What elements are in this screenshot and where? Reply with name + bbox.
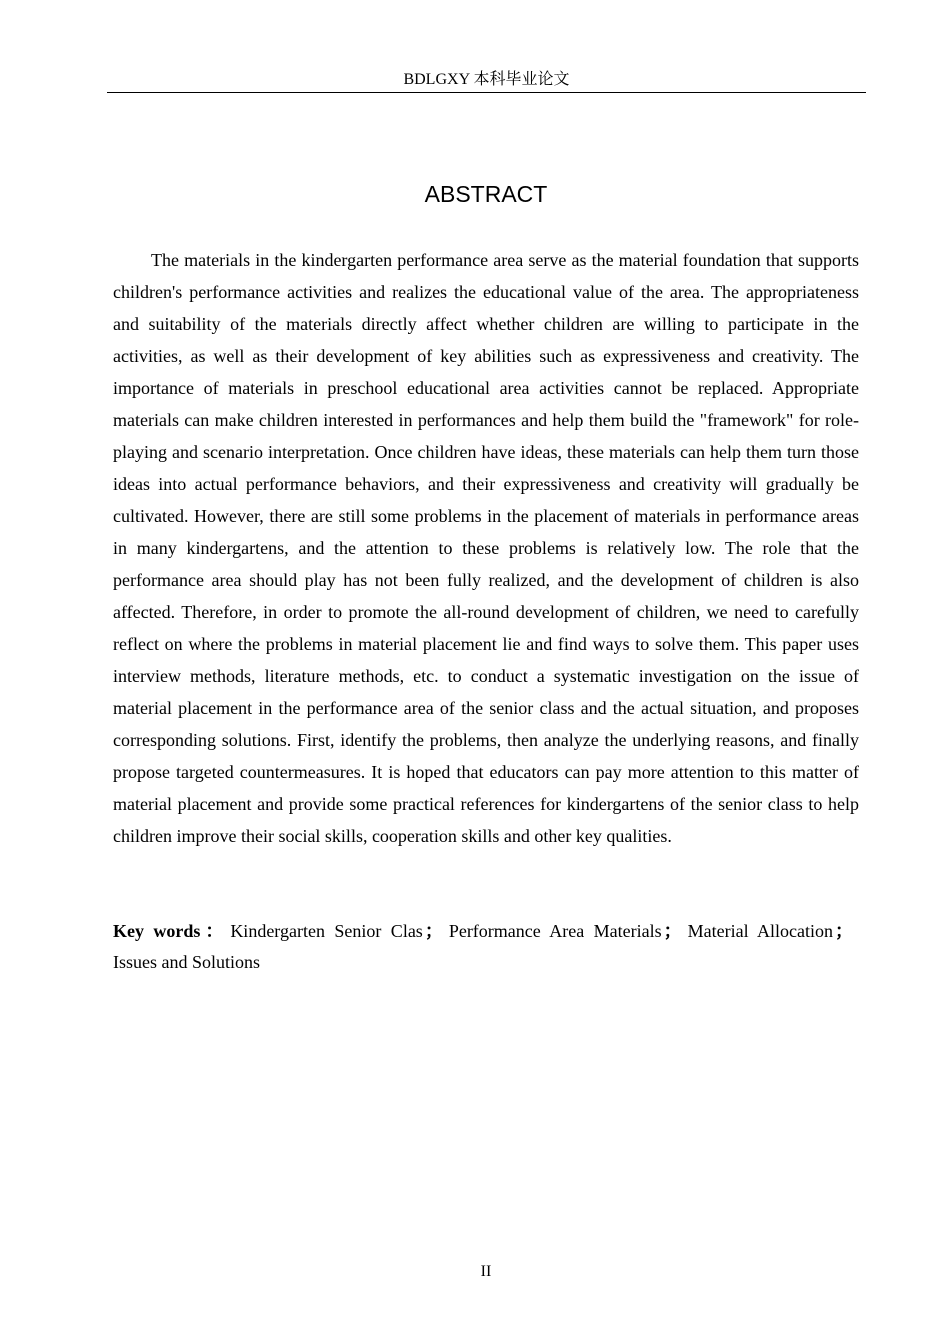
keywords-colon: ： — [200, 921, 229, 941]
keyword-separator: ； — [835, 921, 853, 941]
keyword-item: Issues and Solutions — [113, 952, 261, 972]
keyword-item: Kindergarten Senior Clas — [230, 921, 423, 941]
abstract-title: ABSTRACT — [424, 181, 548, 207]
page-number: II — [480, 1263, 492, 1280]
running-header: BDLGXY 本科毕业论文 — [107, 68, 866, 93]
keyword-separator: ； — [424, 921, 443, 941]
keyword-separator: ； — [663, 921, 682, 941]
keywords-line — [113, 916, 859, 978]
abstract-body: The materials in the kindergarten performance area serve as the material foundation that supports children's performance activities and realizes the educational value of the area. The appropriateness and suitability of the materials directly affect whether children are willing to participate in the activities, as well as their development of key abilities such as expressiveness and creativity. The importance of materials in preschool educational area activities cannot be replaced. Appropriate materials can make children interested in performances and help them build the "framework" for role-playing and scenario interpretation. Once children have ideas, these materials can help them turn those ideas into actual performance behaviors, and their expressiveness and creativity will gradually be cultivated. However, there are still some problems in the placement of materials in performance areas in many kindergartens, and the attention to these problems is relatively low. The role that the performance area should play has not been fully realized, and the development of children is also affected. Therefore, in order to promote the all-round development of children, we need to carefully reflect on where the problems in material placement lie and find ways to solve them. This paper uses interview methods, literature methods, etc. to conduct a systematic investigation on the issue of material placement in the performance area of the senior class and the actual situation, and proposes corresponding solutions. First, identify the problems, then analyze the underlying reasons, and finally propose targeted countermeasures. It is hoped that educators can pay more attention to this matter of material placement and provide some practical references for kindergartens of the senior class to help children improve their social skills, cooperation skills and other key qualities. — [113, 250, 859, 846]
keyword-item: Performance Area Materials — [448, 921, 662, 941]
keywords-label: Key words — [113, 921, 201, 941]
keyword-item: Material Allocation — [687, 921, 833, 941]
